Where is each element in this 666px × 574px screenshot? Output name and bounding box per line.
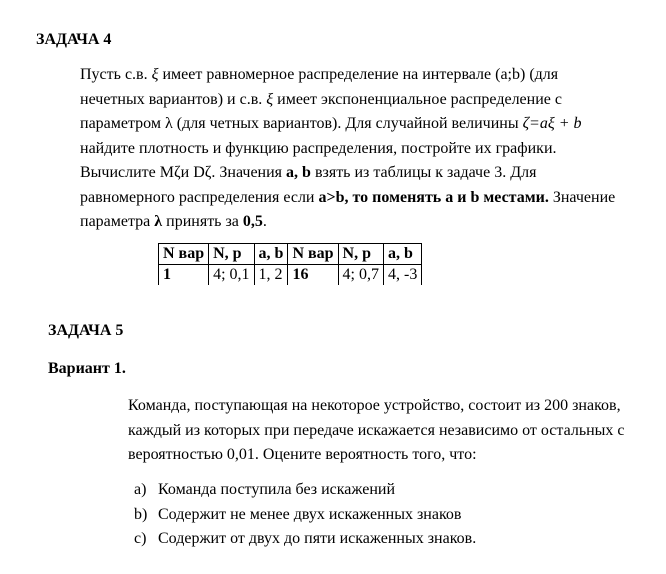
table-cell: 4, -3: [384, 265, 422, 286]
task5-title: ЗАДАЧА 5: [48, 322, 124, 339]
table-header-row: [159, 244, 422, 265]
task4-text-part6: Значение параметра: [80, 188, 616, 230]
task4-title: ЗАДАЧА 4: [36, 31, 112, 48]
list-item-text: Содержит от двух до пяти искаженных знаков.: [158, 530, 477, 547]
table-header-cell: a, b: [384, 244, 422, 265]
swap-bold: a>b, то поменять a и b местами.: [318, 188, 549, 206]
task4-text-part4: найдите плотность и функцию распределения, постройте их графики. Вычислите Mζи Dζ. Значения: [80, 139, 557, 181]
answer-list: [134, 478, 476, 552]
variant-title: Вариант 1.: [48, 360, 126, 377]
task4-text-part2: имеет равномерное распределение на интервале (a;b) (для нечетных вариантов) и с.в.: [80, 66, 559, 108]
list-marker: b): [134, 505, 148, 523]
variant-table: [158, 243, 422, 285]
table-header-cell: N вар: [288, 244, 338, 265]
list-item-text: Команда поступила без искажений: [158, 481, 396, 498]
list-marker: a): [134, 481, 147, 498]
table-cell: 4; 0,7: [338, 265, 383, 286]
list-marker: c): [134, 530, 147, 547]
ab-bold: a, b: [286, 164, 311, 181]
list-item-text: Содержит не менее двух искаженных знаков: [158, 505, 462, 523]
table-header-cell: N вар: [159, 244, 209, 265]
lambda-bold: λ: [154, 213, 163, 230]
task4-text-part3: имеет экспоненциальное распределение с параметром λ (для четных вариантов). Для случайной величины: [80, 90, 562, 132]
table-header-cell: N, p: [338, 244, 383, 265]
table-cell: 1: [159, 265, 209, 286]
list-item: [134, 503, 476, 528]
task4-text: [80, 63, 625, 235]
table-row: [159, 265, 422, 286]
zeta-formula: ζ=aξ + b: [522, 115, 582, 132]
table-header-cell: N, p: [209, 244, 254, 265]
table-cell: 16: [288, 265, 338, 286]
list-item: [134, 478, 476, 503]
xi-symbol: ξ: [266, 90, 274, 108]
value-bold: 0,5: [242, 213, 263, 230]
table-cell: 4; 0,1: [209, 265, 254, 286]
task4-text-part7: принять за: [162, 213, 243, 230]
table-header-cell: a, b: [254, 244, 288, 265]
table-cell: 1, 2: [254, 265, 288, 286]
xi-symbol: ξ: [151, 66, 159, 83]
task4-text-part1: Пусть с.в.: [80, 66, 152, 83]
task5-text: Команда, поступающая на некоторое устройство, состоит из 200 знаков, каждый из которых при передаче искажается независимо от остальных с вероятностью 0,01. Оцените вероятность того, что:: [128, 397, 625, 463]
list-item: [134, 527, 476, 552]
task4-text-part8: .: [262, 213, 267, 230]
task4-text-part5: взять из таблицы к задаче 3. Для равномерного распределения если: [80, 164, 537, 206]
